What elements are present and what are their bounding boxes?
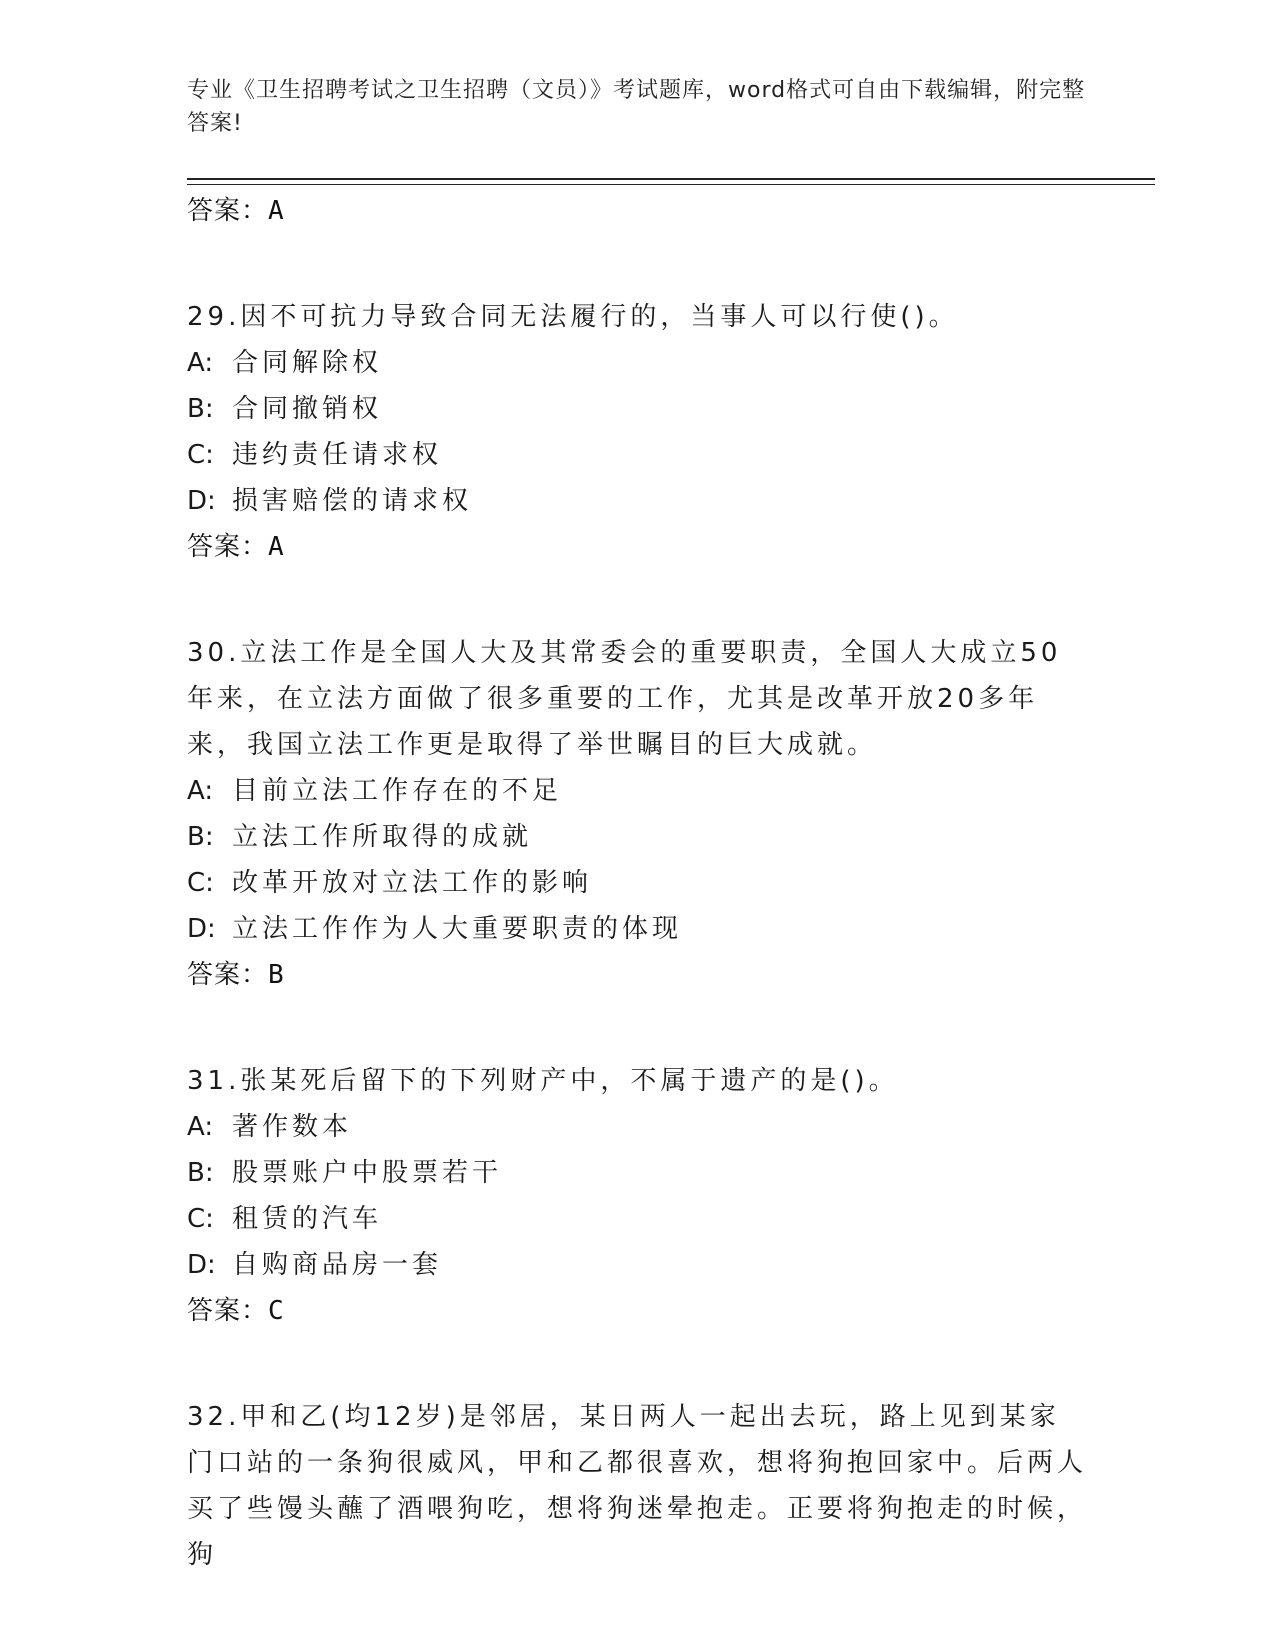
option-d <box>187 478 1087 524</box>
option-key: A: <box>187 1112 214 1142</box>
question-list <box>187 188 1087 1578</box>
option-text: 合同撤销权 <box>232 394 383 424</box>
option-a <box>187 768 1087 814</box>
option-text: 改革开放对立法工作的影响 <box>232 868 593 898</box>
question-block <box>187 1058 1087 1334</box>
option-key: A: <box>187 348 214 378</box>
question-block <box>187 294 1087 570</box>
option-key: A: <box>187 776 214 806</box>
answer-line <box>187 1288 1087 1334</box>
question-text: 31.张某死后留下的下列财产中，不属于遗产的是()。 <box>187 1066 899 1096</box>
question-block <box>187 1394 1087 1578</box>
option-text: 立法工作作为人大重要职责的体现 <box>232 914 683 944</box>
answer-value: C <box>268 1296 285 1326</box>
option-text: 著作数本 <box>232 1112 353 1142</box>
question-text: 32.甲和乙(均12岁)是邻居，某日两人一起出去玩，路上见到某家门口站的一条狗很威风，甲和乙都很喜欢，想将狗抱回家中。后两人买了些馒头蘸了酒喂狗吃，想将狗迷晕抱走。正要将狗抱走的时候，狗 <box>187 1402 1088 1570</box>
option-b <box>187 1150 1087 1196</box>
option-key: D: <box>187 486 216 516</box>
question-text: 29.因不可抗力导致合同无法履行的，当事人可以行使()。 <box>187 302 959 332</box>
header-divider-thick <box>187 178 1155 180</box>
answer-label: 答案： <box>187 196 269 226</box>
option-d <box>187 906 1087 952</box>
question-block <box>187 630 1087 998</box>
option-d <box>187 1242 1087 1288</box>
option-key: B: <box>187 394 214 424</box>
answer-line <box>187 524 1087 570</box>
option-b <box>187 814 1087 860</box>
option-key: D: <box>187 1250 216 1280</box>
option-text: 损害赔偿的请求权 <box>232 486 473 516</box>
option-key: C: <box>187 440 214 470</box>
option-text: 合同解除权 <box>232 348 383 378</box>
answer-value: A <box>268 532 285 562</box>
option-text: 目前立法工作存在的不足 <box>232 776 563 806</box>
answer-label: 答案： <box>187 1296 269 1326</box>
answer-line <box>187 952 1087 998</box>
option-a <box>187 1104 1087 1150</box>
option-text: 股票账户中股票若干 <box>232 1158 503 1188</box>
option-text: 租赁的汽车 <box>232 1204 383 1234</box>
option-text: 违约责任请求权 <box>232 440 443 470</box>
option-a <box>187 340 1087 386</box>
header-divider-thin <box>187 184 1155 185</box>
answer-label: 答案： <box>187 960 269 990</box>
answer-value: A <box>268 196 285 226</box>
answer-value: B <box>268 960 285 990</box>
document-header: 专业《卫生招聘考试之卫生招聘（文员）》考试题库，word格式可自由下载编辑，附完整答案! <box>187 78 1086 136</box>
option-b <box>187 386 1087 432</box>
option-c <box>187 432 1087 478</box>
option-key: C: <box>187 1204 214 1234</box>
option-key: B: <box>187 1158 214 1188</box>
option-key: D: <box>187 914 216 944</box>
option-key: C: <box>187 868 214 898</box>
option-c <box>187 1196 1087 1242</box>
option-c <box>187 860 1087 906</box>
answer-line <box>187 188 1087 234</box>
option-text: 自购商品房一套 <box>232 1250 443 1280</box>
option-text: 立法工作所取得的成就 <box>232 822 533 852</box>
option-key: B: <box>187 822 214 852</box>
answer-label: 答案： <box>187 532 269 562</box>
question-text: 30.立法工作是全国人大及其常委会的重要职责，全国人大成立50年来，在立法方面做了很多重要的工作，尤其是改革开放20多年来，我国立法工作更是取得了举世瞩目的巨大成就。 <box>187 638 1062 760</box>
